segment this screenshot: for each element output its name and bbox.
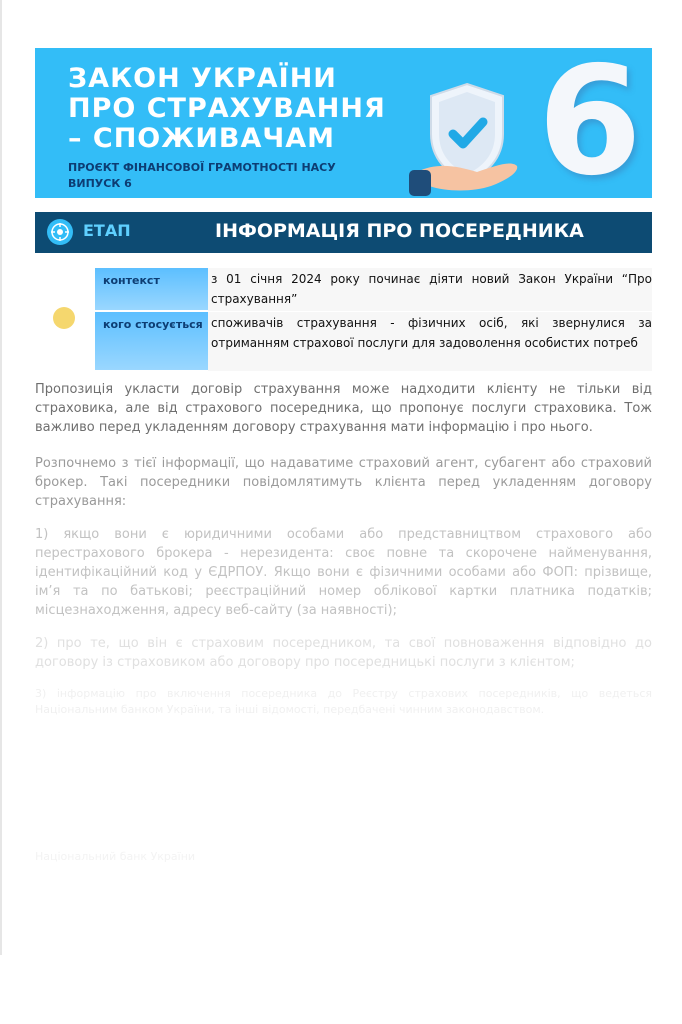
stage-title: ІНФОРМАЦІЯ ПРО ПОСЕРЕДНИКА bbox=[215, 220, 584, 242]
footer-text: Національний банк України bbox=[35, 850, 196, 863]
shield-hand-icon bbox=[407, 76, 527, 198]
header-banner bbox=[35, 48, 652, 198]
info-row bbox=[95, 268, 652, 311]
body-paragraph: 1) якщо вони є юридичними особами або представництвом страхового або перестрахового брокера - нерезидента: своє повне та скорочене найменування, ідентифікаційний код у ЄДРПОУ. Якщо вони є фізичними особами або ФОП: прізвище, ім’я та по батькові; реєстраційний номер облікової картки платника податків; місцезнаходження, адресу веб-сайту (за наявності); bbox=[35, 527, 652, 618]
info-key: контекст bbox=[95, 268, 208, 310]
body-paragraph: 3) інформацію про включення посередника до Реєстру страхових посередників, що ведеться Національним банком України, та інші відомості, передбачені чинним законодавством. bbox=[35, 687, 652, 716]
banner-subtitle bbox=[68, 160, 336, 192]
info-row bbox=[95, 312, 652, 371]
body-paragraph: Розпочнемо з тієї інформації, що надаватиме страховий агент, субагент або страховий брокер. Такі посередники повідомлятимуть клієнта перед укладенням договору страхування: bbox=[35, 456, 652, 509]
info-value: споживачів страхування - фізичних осіб, які звернулися за отриманням страхової послуги для задоволення особистих потреб bbox=[208, 312, 652, 371]
stage-label: ЕТАП bbox=[83, 221, 131, 240]
info-value: з 01 січня 2024 року починає діяти новий Закон України “Про страхування” bbox=[208, 268, 652, 311]
page-edge bbox=[0, 0, 2, 955]
banner-title-line: – СПОЖИВАЧАМ bbox=[68, 123, 335, 154]
project-name: ПРОЄКТ ФІНАНСОВОЇ ГРАМОТНОСТІ НАСУ bbox=[68, 161, 336, 174]
stage-bar bbox=[35, 212, 652, 253]
banner-title-line: ПРО СТРАХУВАННЯ bbox=[68, 93, 386, 124]
info-key: кого стосується bbox=[95, 312, 208, 370]
lightbulb-icon bbox=[53, 307, 75, 329]
body-paragraph: 2) про те, що він є страховим посередником, та свої повноваження відповідно до договору із страховиком або договору про посередницькі послуги з клієнтом; bbox=[35, 636, 652, 670]
banner-title bbox=[68, 64, 428, 154]
info-table bbox=[95, 268, 652, 371]
stage-icon bbox=[47, 219, 73, 245]
issue-label: ВИПУСК 6 bbox=[68, 177, 132, 190]
banner-title-line: ЗАКОН УКРАЇНИ bbox=[68, 63, 337, 94]
issue-number-graphic: 6 bbox=[537, 48, 642, 198]
body-paragraph: Пропозиція укласти договір страхування може надходити клієнту не тільки від страховика, але від страхового посередника, що пропонує послуги страховика. Тож важливо перед укладенням договору страхування мати інформацію і про нього. bbox=[35, 382, 652, 435]
